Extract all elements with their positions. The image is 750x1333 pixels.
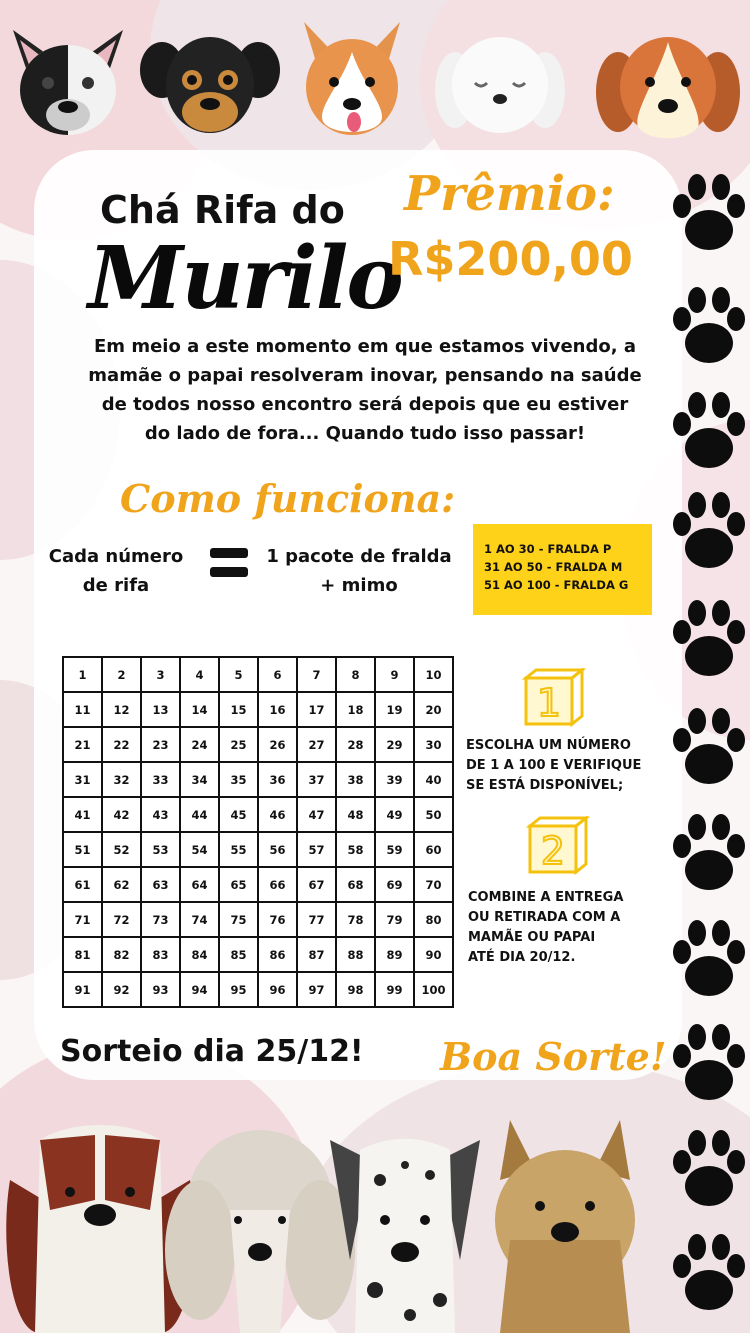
raffle-number-label bbox=[36, 542, 196, 600]
paw-icon bbox=[672, 812, 746, 898]
raffle-number-cell[interactable]: 23 bbox=[141, 727, 180, 762]
raffle-number-cell[interactable]: 73 bbox=[141, 902, 180, 937]
raffle-number-cell[interactable]: 84 bbox=[180, 937, 219, 972]
title-line: Chá Rifa do bbox=[100, 188, 345, 232]
grid-row bbox=[63, 762, 453, 797]
grid-row bbox=[63, 797, 453, 832]
raffle-number-cell[interactable]: 86 bbox=[258, 937, 297, 972]
raffle-number-cell[interactable]: 56 bbox=[258, 832, 297, 867]
raffle-number-cell[interactable]: 38 bbox=[336, 762, 375, 797]
good-luck: Boa Sorte! bbox=[440, 1034, 667, 1079]
grid-row bbox=[63, 902, 453, 937]
raffle-number-cell[interactable]: 63 bbox=[141, 867, 180, 902]
prize-value: R$200,00 bbox=[388, 232, 633, 286]
raffle-number-cell[interactable]: 30 bbox=[414, 727, 453, 762]
intro-line: Em meio a este momento em que estamos vivendo, a bbox=[94, 336, 636, 357]
raffle-number-cell[interactable]: 20 bbox=[414, 692, 453, 727]
raffle-number-cell[interactable]: 49 bbox=[375, 797, 414, 832]
raffle-number-grid bbox=[62, 656, 454, 1008]
step-1-text bbox=[466, 736, 641, 796]
raffle-number-cell[interactable]: 43 bbox=[141, 797, 180, 832]
raffle-number-cell[interactable]: 27 bbox=[297, 727, 336, 762]
raffle-number-cell[interactable]: 39 bbox=[375, 762, 414, 797]
step-2-text bbox=[468, 888, 623, 968]
step-line: COMBINE A ENTREGA bbox=[468, 890, 624, 905]
title-name: Murilo bbox=[88, 228, 402, 329]
toy-block-icon bbox=[526, 816, 590, 880]
step-line: ATÉ DIA 20/12. bbox=[468, 950, 576, 965]
raffle-number-cell[interactable]: 15 bbox=[219, 692, 258, 727]
raffle-number-cell[interactable]: 61 bbox=[63, 867, 102, 902]
step-line: SE ESTÁ DISPONÍVEL; bbox=[466, 778, 624, 793]
raffle-number-cell[interactable]: 50 bbox=[414, 797, 453, 832]
raffle-number-cell[interactable]: 45 bbox=[219, 797, 258, 832]
raffle-number-cell[interactable]: 90 bbox=[414, 937, 453, 972]
paw-icon bbox=[672, 172, 746, 258]
step-line: ESCOLHA UM NÚMERO bbox=[466, 738, 631, 753]
raffle-number-cell[interactable]: 54 bbox=[180, 832, 219, 867]
grid-row bbox=[63, 727, 453, 762]
step-line: MAMÃE OU PAPAI bbox=[468, 930, 596, 945]
raffle-number-cell[interactable]: 62 bbox=[102, 867, 141, 902]
raffle-number-cell[interactable]: 18 bbox=[336, 692, 375, 727]
raffle-number-cell[interactable]: 2 bbox=[102, 657, 141, 692]
raffle-number-cell[interactable]: 37 bbox=[297, 762, 336, 797]
raffle-number-cell[interactable]: 52 bbox=[102, 832, 141, 867]
raffle-number-cell[interactable]: 51 bbox=[63, 832, 102, 867]
raffle-number-cell[interactable]: 76 bbox=[258, 902, 297, 937]
raffle-number-cell[interactable]: 64 bbox=[180, 867, 219, 902]
raffle-number-cell[interactable]: 21 bbox=[63, 727, 102, 762]
raffle-number-cell[interactable]: 71 bbox=[63, 902, 102, 937]
raffle-number-cell[interactable]: 87 bbox=[297, 937, 336, 972]
prize-label: Prêmio: bbox=[404, 166, 615, 222]
intro-line: de todos nosso encontro será depois que eu estiver bbox=[101, 394, 629, 415]
raffle-number-cell[interactable]: 3 bbox=[141, 657, 180, 692]
raffle-number-cell[interactable]: 40 bbox=[414, 762, 453, 797]
raffle-number-cell[interactable]: 83 bbox=[141, 937, 180, 972]
raffle-number-cell[interactable]: 32 bbox=[102, 762, 141, 797]
raffle-number-cell[interactable]: 47 bbox=[297, 797, 336, 832]
raffle-number-cell[interactable]: 66 bbox=[258, 867, 297, 902]
raffle-number-cell[interactable]: 25 bbox=[219, 727, 258, 762]
raffle-number-cell[interactable]: 11 bbox=[63, 692, 102, 727]
raffle-number-cell[interactable]: 41 bbox=[63, 797, 102, 832]
intro-line: mamãe o papai resolveram inovar, pensando na saúde bbox=[88, 365, 642, 386]
raffle-number-cell[interactable]: 10 bbox=[414, 657, 453, 692]
raffle-number-cell[interactable]: 36 bbox=[258, 762, 297, 797]
raffle-number-cell[interactable]: 98 bbox=[336, 972, 375, 1007]
raffle-number-cell[interactable]: 8 bbox=[336, 657, 375, 692]
diaper-size-item: 1 AO 30 - FRALDA P bbox=[484, 542, 612, 556]
raffle-number-cell[interactable]: 77 bbox=[297, 902, 336, 937]
raffle-number-cell[interactable]: 91 bbox=[63, 972, 102, 1007]
raffle-number-cell[interactable]: 48 bbox=[336, 797, 375, 832]
raffle-number-cell[interactable]: 68 bbox=[336, 867, 375, 902]
paw-icon bbox=[672, 490, 746, 576]
prize-per-number bbox=[250, 542, 468, 600]
raffle-number-cell[interactable]: 58 bbox=[336, 832, 375, 867]
raffle-number-cell[interactable]: 65 bbox=[219, 867, 258, 902]
raffle-number-cell[interactable]: 29 bbox=[375, 727, 414, 762]
raffle-number-cell[interactable]: 31 bbox=[63, 762, 102, 797]
raffle-number-cell[interactable]: 57 bbox=[297, 832, 336, 867]
raffle-number-cell[interactable]: 24 bbox=[180, 727, 219, 762]
raffle-number-cell[interactable]: 97 bbox=[297, 972, 336, 1007]
raffle-number-cell[interactable]: 26 bbox=[258, 727, 297, 762]
raffle-number-cell[interactable]: 70 bbox=[414, 867, 453, 902]
toy-block-icon bbox=[522, 668, 586, 732]
svg-text:1: 1 bbox=[536, 681, 562, 725]
raffle-number-cell[interactable]: 46 bbox=[258, 797, 297, 832]
prize-line: 1 pacote de fralda bbox=[266, 546, 452, 567]
intro-line: do lado de fora... Quando tudo isso passar! bbox=[144, 423, 586, 444]
raffle-number-cell[interactable]: 6 bbox=[258, 657, 297, 692]
raffle-number-line: de rifa bbox=[82, 575, 150, 596]
equals-icon bbox=[210, 548, 248, 586]
raffle-number-cell[interactable]: 99 bbox=[375, 972, 414, 1007]
diaper-sizes-box bbox=[473, 524, 652, 615]
raffle-number-cell[interactable]: 88 bbox=[336, 937, 375, 972]
dog-illustration bbox=[0, 10, 750, 140]
raffle-number-cell[interactable]: 74 bbox=[180, 902, 219, 937]
raffle-number-cell[interactable]: 79 bbox=[375, 902, 414, 937]
raffle-number-cell[interactable]: 67 bbox=[297, 867, 336, 902]
raffle-number-cell[interactable]: 75 bbox=[219, 902, 258, 937]
raffle-number-cell[interactable]: 93 bbox=[141, 972, 180, 1007]
raffle-number-cell[interactable]: 9 bbox=[375, 657, 414, 692]
raffle-number-cell[interactable]: 17 bbox=[297, 692, 336, 727]
raffle-number-cell[interactable]: 94 bbox=[180, 972, 219, 1007]
raffle-number-cell[interactable]: 5 bbox=[219, 657, 258, 692]
raffle-number-cell[interactable]: 81 bbox=[63, 937, 102, 972]
raffle-number-cell[interactable]: 34 bbox=[180, 762, 219, 797]
raffle-number-cell[interactable]: 14 bbox=[180, 692, 219, 727]
grid-row bbox=[63, 937, 453, 972]
raffle-number-line: Cada número bbox=[48, 546, 184, 567]
paw-icon bbox=[672, 1022, 746, 1108]
raffle-number-cell[interactable]: 22 bbox=[102, 727, 141, 762]
raffle-number-cell[interactable]: 44 bbox=[180, 797, 219, 832]
raffle-number-cell[interactable]: 55 bbox=[219, 832, 258, 867]
intro-text bbox=[40, 332, 690, 448]
step-line: DE 1 A 100 E VERIFIQUE bbox=[466, 758, 642, 773]
raffle-number-cell[interactable]: 85 bbox=[219, 937, 258, 972]
diaper-size-item: 51 AO 100 - FRALDA G bbox=[484, 578, 629, 592]
raffle-number-cell[interactable]: 92 bbox=[102, 972, 141, 1007]
diaper-size-item: 31 AO 50 - FRALDA M bbox=[484, 560, 623, 574]
raffle-number-cell[interactable]: 72 bbox=[102, 902, 141, 937]
raffle-number-cell[interactable]: 100 bbox=[414, 972, 453, 1007]
prize-line: + mimo bbox=[320, 575, 398, 596]
raffle-number-cell[interactable]: 33 bbox=[141, 762, 180, 797]
paw-icon bbox=[672, 918, 746, 1004]
raffle-number-cell[interactable]: 82 bbox=[102, 937, 141, 972]
raffle-number-cell[interactable]: 89 bbox=[375, 937, 414, 972]
raffle-number-cell[interactable]: 16 bbox=[258, 692, 297, 727]
raffle-number-cell[interactable]: 69 bbox=[375, 867, 414, 902]
raffle-number-cell[interactable]: 28 bbox=[336, 727, 375, 762]
grid-row bbox=[63, 867, 453, 902]
raffle-number-cell[interactable]: 80 bbox=[414, 902, 453, 937]
raffle-number-cell[interactable]: 7 bbox=[297, 657, 336, 692]
grid-row bbox=[63, 692, 453, 727]
grid-row bbox=[63, 657, 453, 692]
raffle-number-cell[interactable]: 13 bbox=[141, 692, 180, 727]
raffle-number-cell[interactable]: 42 bbox=[102, 797, 141, 832]
raffle-number-cell[interactable]: 60 bbox=[414, 832, 453, 867]
raffle-number-cell[interactable]: 53 bbox=[141, 832, 180, 867]
raffle-number-cell[interactable]: 35 bbox=[219, 762, 258, 797]
raffle-number-cell[interactable]: 95 bbox=[219, 972, 258, 1007]
paw-icon bbox=[672, 706, 746, 792]
paw-icon bbox=[672, 598, 746, 684]
raffle-number-cell[interactable]: 12 bbox=[102, 692, 141, 727]
step-line: OU RETIRADA COM A bbox=[468, 910, 621, 925]
grid-row bbox=[63, 972, 453, 1007]
svg-text:2: 2 bbox=[540, 829, 566, 873]
raffle-number-cell[interactable]: 78 bbox=[336, 902, 375, 937]
dog-illustration bbox=[0, 1120, 700, 1333]
how-heading: Como funciona: bbox=[120, 476, 456, 521]
draw-date: Sorteio dia 25/12! bbox=[60, 1034, 364, 1069]
grid-row bbox=[63, 832, 453, 867]
raffle-number-cell[interactable]: 19 bbox=[375, 692, 414, 727]
raffle-number-cell[interactable]: 1 bbox=[63, 657, 102, 692]
raffle-number-cell[interactable]: 4 bbox=[180, 657, 219, 692]
raffle-number-cell[interactable]: 59 bbox=[375, 832, 414, 867]
raffle-number-cell[interactable]: 96 bbox=[258, 972, 297, 1007]
